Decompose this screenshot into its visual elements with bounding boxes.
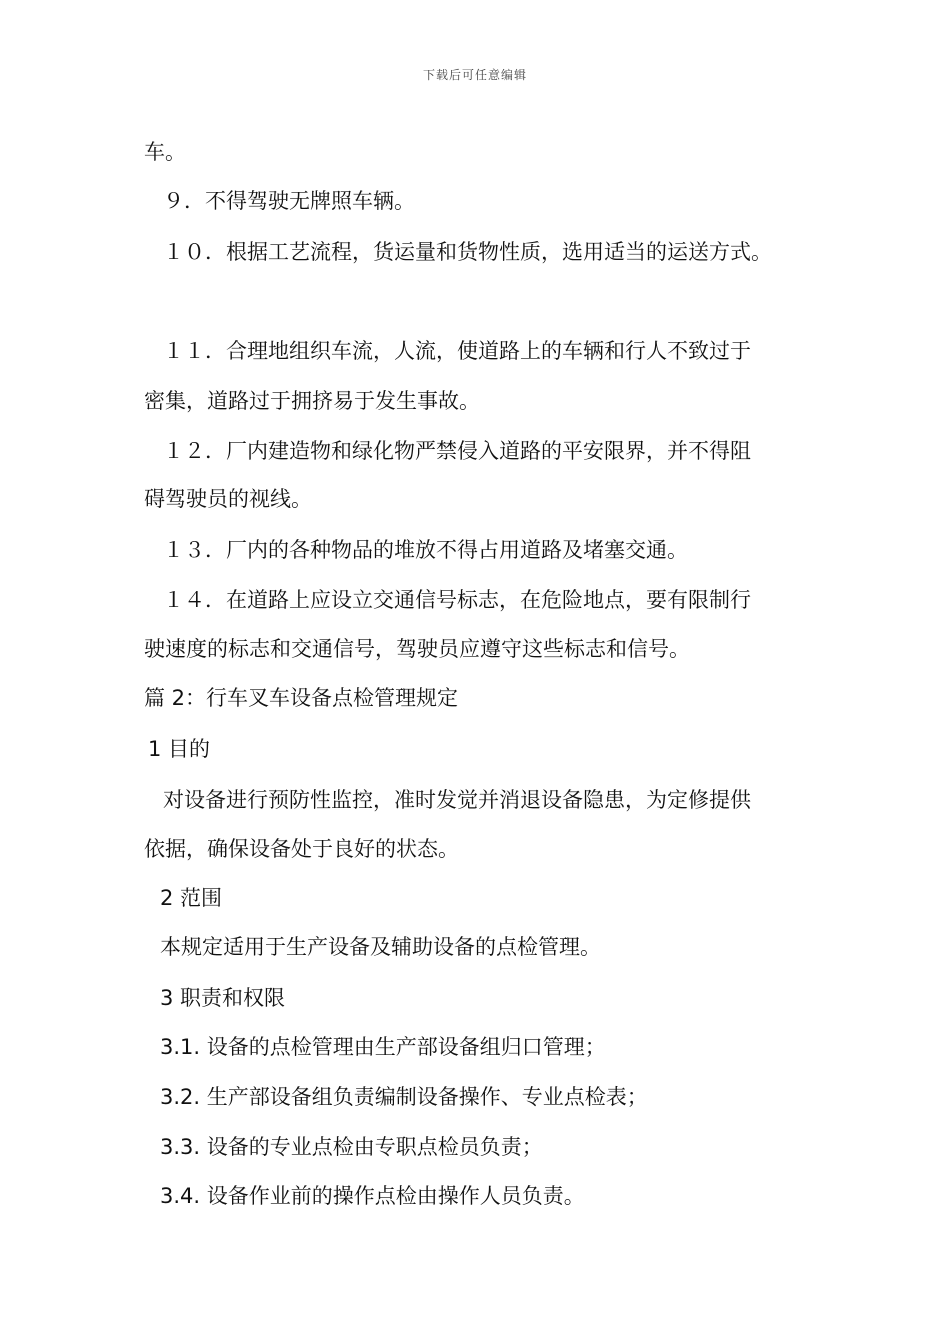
text-line: 密集，道路过于拥挤易于发生事故。 [144,389,480,413]
section-heading: 1 目的 [148,737,211,761]
text-line: 3.1. 设备的点检管理由生产部设备组归口管理； [160,1035,606,1059]
text-line: 3.2. 生产部设备组负责编制设备操作、专业点检表； [160,1085,648,1109]
section-heading: 篇 2：行车叉车设备点检管理规定 [144,686,459,710]
text-line: 本规定适用于生产设备及辅助设备的点检管理。 [160,935,601,959]
text-line: １４．在道路上应设立交通信号标志，在危险地点，要有限制行 [163,588,751,612]
text-line: 驶速度的标志和交通信号，驾驶员应遵守这些标志和信号。 [144,637,690,661]
section-heading: 3 职责和权限 [160,986,286,1010]
text-line: １１．合理地组织车流，人流，使道路上的车辆和行人不致过于 [163,339,751,363]
text-line: 车。 [144,140,186,164]
section-heading: 2 范围 [160,886,223,910]
text-line: 对设备进行预防性监控，准时发觉并消退设备隐患，为定修提供 [163,788,751,812]
text-line: 碍驾驶员的视线。 [144,487,312,511]
text-line: １３．厂内的各种物品的堆放不得占用道路及堵塞交通。 [163,538,688,562]
text-line: 3.4. 设备作业前的操作点检由操作人员负责。 [160,1184,585,1208]
text-line: 依据，确保设备处于良好的状态。 [144,837,459,861]
text-line: １２．厂内建造物和绿化物严禁侵入道路的平安限界，并不得阻 [163,439,751,463]
page-header: 下载后可任意编辑 [422,68,527,82]
text-line: 3.3. 设备的专业点检由专职点检员负责； [160,1135,543,1159]
text-line: １０．根据工艺流程，货运量和货物性质，选用适当的运送方式。 [163,240,772,264]
text-line: ９．不得驾驶无牌照车辆。 [163,189,415,213]
